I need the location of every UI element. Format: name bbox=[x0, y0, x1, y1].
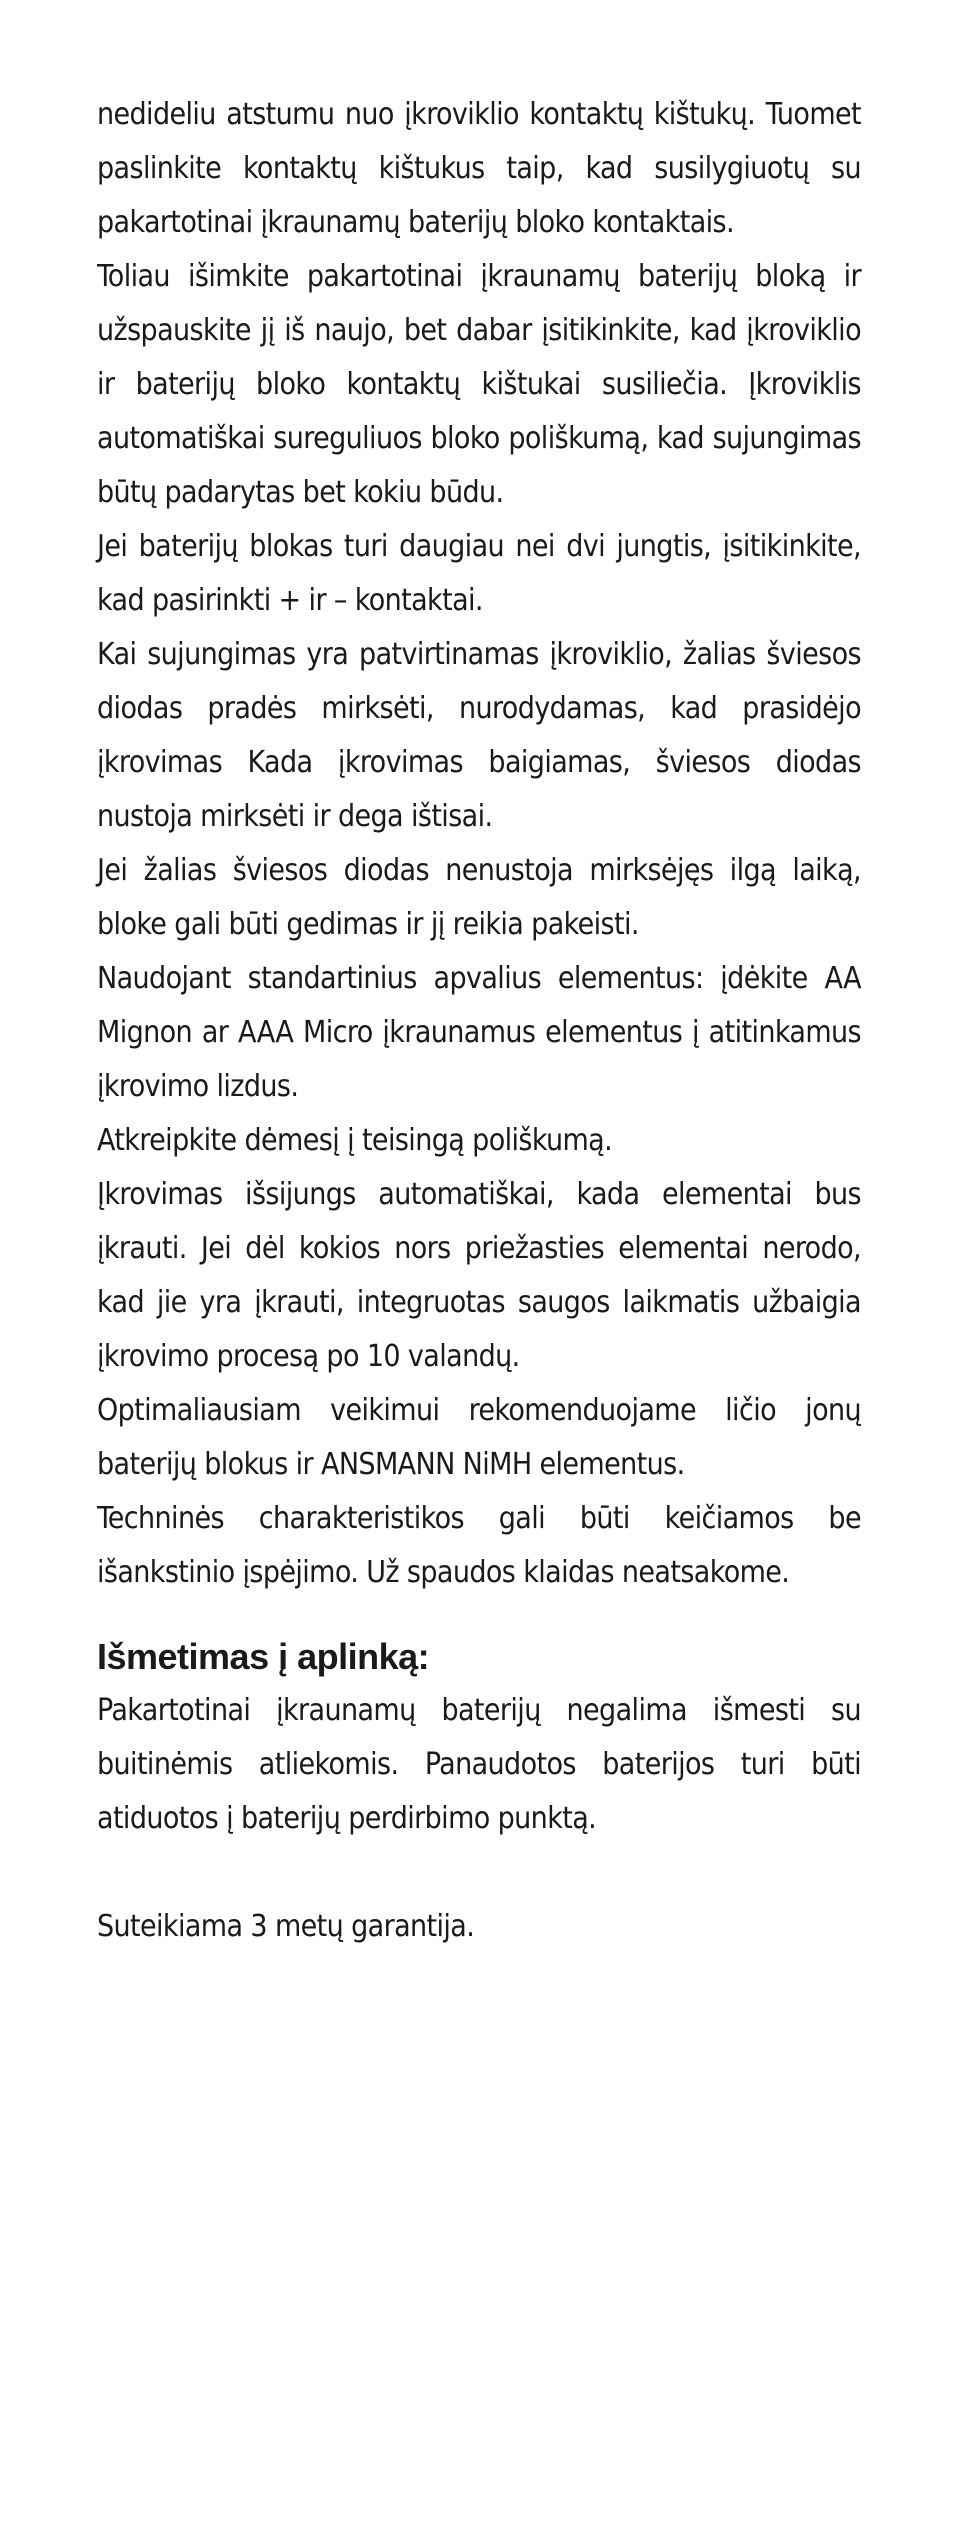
paragraph-led-charging: Kai sujungimas yra patvirtinamas įkroviklio, žalias šviesos diodas pradės mirksėti, nurodydamas, kad prasidėjo įkrovimas Kada įkrovimas baigiamas, šviesos diodas nustoja mirksėti ir dega ištisai. bbox=[97, 637, 861, 834]
paragraph-polarity: Atkreipkite dėmesį į teisingą poliškumą. bbox=[97, 1123, 613, 1158]
spacer bbox=[97, 1846, 861, 1900]
document-page bbox=[97, 88, 861, 1954]
paragraph-multiple-terminals: Jei baterijų blokas turi daugiau nei dvi jungtis, įsitikinkite, kad pasirinkti + ir – kontaktai. bbox=[97, 529, 861, 618]
disposal-heading: Išmetimas į aplinką: bbox=[97, 1636, 430, 1677]
paragraph-led-fault: Jei žalias šviesos diodas nenustoja mirksėjęs ilgą laiką, bloke gali būti gedimas ir jį reikia pakeisti. bbox=[97, 853, 861, 942]
paragraph-auto-shutoff: Įkrovimas išsijungs automatiškai, kada elementai bus įkrauti. Jei dėl kokios nors priežasties elementai nerodo, kad jie yra įkrauti, integruotas saugos laikmatis užbaigia įkrovimo procesą po 10 valandų. bbox=[97, 1177, 861, 1374]
paragraph-recommendation: Optimaliausiam veikimui rekomenduojame ličio jonų baterijų blokus ir ANSMANN NiMH elementus. bbox=[97, 1393, 861, 1482]
paragraph-disclaimer: Techninės charakteristikos gali būti keičiamos be išankstinio įspėjimo. Už spaudos klaidas neatsakome. bbox=[97, 1501, 861, 1590]
paragraph-contact-alignment: nedideliu atstumu nuo įkroviklio kontaktų kištukų. Tuomet paslinkite kontaktų kištukus taip, kad susilygiuotų su pakartotinai įkraunamų baterijų bloko kontaktais. bbox=[97, 97, 861, 240]
paragraph-reinsert-pack: Toliau išimkite pakartotinai įkraunamų baterijų bloką ir užspauskite jį iš naujo, bet dabar įsitikinkite, kad įkroviklio ir baterijų bloko kontaktų kištukai susiliečia. Įkroviklis automatiškai sureguliuos bloko poliškumą, kad sujungimas būtų padarytas bet kokiu būdu. bbox=[97, 259, 861, 510]
disposal-text: Pakartotinai įkraunamų baterijų negalima išmesti su buitinėmis atliekomis. Panaudotos baterijos turi būti atiduotos į baterijų perdirbimo punktą. bbox=[97, 1693, 861, 1836]
paragraph-round-cells: Naudojant standartinius apvalius elementus: įdėkite AA Mignon ar AAA Micro įkraunamus elementus į atitinkamus įkrovimo lizdus. bbox=[97, 961, 861, 1104]
warranty-text: Suteikiama 3 metų garantija. bbox=[97, 1909, 475, 1944]
